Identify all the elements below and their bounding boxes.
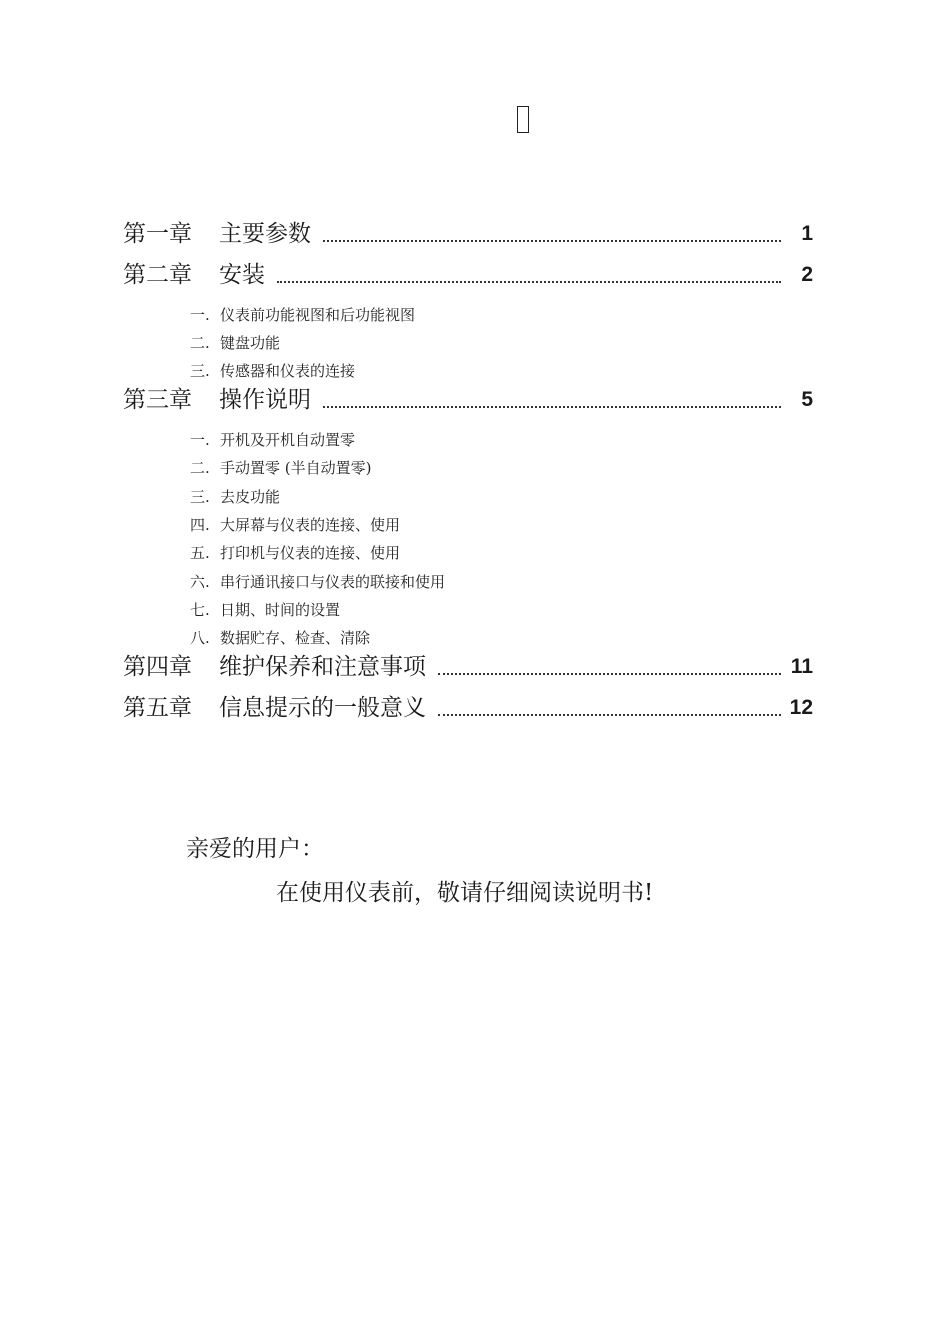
section-number: 一. [190, 431, 210, 449]
section-title: 去皮功能 [220, 488, 281, 506]
dot-leader [323, 240, 781, 242]
chapter-number: 第一章 [123, 221, 192, 247]
section-number: 三. [190, 488, 210, 506]
dot-leader [277, 281, 781, 283]
toc-section[interactable] [190, 487, 280, 507]
toc-section[interactable] [190, 600, 340, 620]
toc-section[interactable] [190, 430, 355, 450]
chapter-title: 安装 [219, 262, 265, 288]
section-title: 键盘功能 [220, 334, 281, 352]
chapter-title: 主要参数 [219, 221, 311, 247]
section-number: 八. [190, 629, 210, 647]
toc-section[interactable] [190, 458, 371, 478]
greeting-text: 亲爱的用户： [186, 836, 324, 862]
toc-section[interactable] [190, 305, 415, 325]
chapter-title: 操作说明 [219, 387, 311, 413]
toc-section[interactable] [190, 361, 355, 381]
chapter-number: 第五章 [123, 695, 192, 721]
section-number: 五. [190, 544, 210, 562]
section-number: 四. [190, 516, 210, 534]
section-number: 七. [190, 601, 210, 619]
toc-section[interactable] [190, 572, 445, 592]
section-title: 大屏幕与仪表的连接、使用 [220, 516, 401, 534]
toc-chapter-3[interactable] [123, 385, 813, 415]
section-number: 六. [190, 573, 210, 591]
chapter-page-number: 2 [801, 263, 813, 286]
toc-chapter-5[interactable] [123, 693, 813, 723]
chapter-page-number: 5 [801, 388, 813, 411]
dot-leader [438, 714, 781, 716]
section-number: 二. [190, 459, 210, 477]
toc-section[interactable] [190, 543, 400, 563]
toc-section[interactable] [190, 333, 280, 353]
section-title: 日期、时间的设置 [220, 601, 341, 619]
dot-leader [323, 406, 781, 408]
section-title: 仪表前功能视图和后功能视图 [220, 306, 416, 324]
section-title: 串行通讯接口与仪表的联接和使用 [220, 573, 446, 591]
chapter-number: 第四章 [123, 654, 192, 680]
section-title: 传感器和仪表的连接 [220, 362, 356, 380]
chapter-title: 信息提示的一般意义 [219, 695, 426, 721]
section-title: 打印机与仪表的连接、使用 [220, 544, 401, 562]
section-number: 二. [190, 334, 210, 352]
toc-chapter-2[interactable] [123, 260, 813, 290]
chapter-number: 第二章 [123, 262, 192, 288]
section-number: 一. [190, 306, 210, 324]
toc-section[interactable] [190, 628, 370, 648]
dot-leader [438, 673, 781, 675]
toc-chapter-4[interactable] [123, 652, 813, 682]
chapter-page-number: 11 [790, 655, 813, 678]
toc-chapter-1[interactable] [123, 219, 813, 249]
section-title: 手动置零 (半自动置零) [220, 459, 372, 477]
chapter-page-number: 12 [789, 696, 813, 719]
section-title: 数据贮存、检查、清除 [220, 629, 371, 647]
section-title: 开机及开机自动置零 [220, 431, 356, 449]
missing-glyph-icon [517, 106, 529, 133]
reading-notice: 在使用仪表前，敬请仔细阅读说明书! [276, 880, 654, 906]
toc-section[interactable] [190, 515, 400, 535]
section-number: 三. [190, 362, 210, 380]
chapter-page-number: 1 [801, 222, 813, 245]
chapter-number: 第三章 [123, 387, 192, 413]
chapter-title: 维护保养和注意事项 [219, 654, 426, 680]
